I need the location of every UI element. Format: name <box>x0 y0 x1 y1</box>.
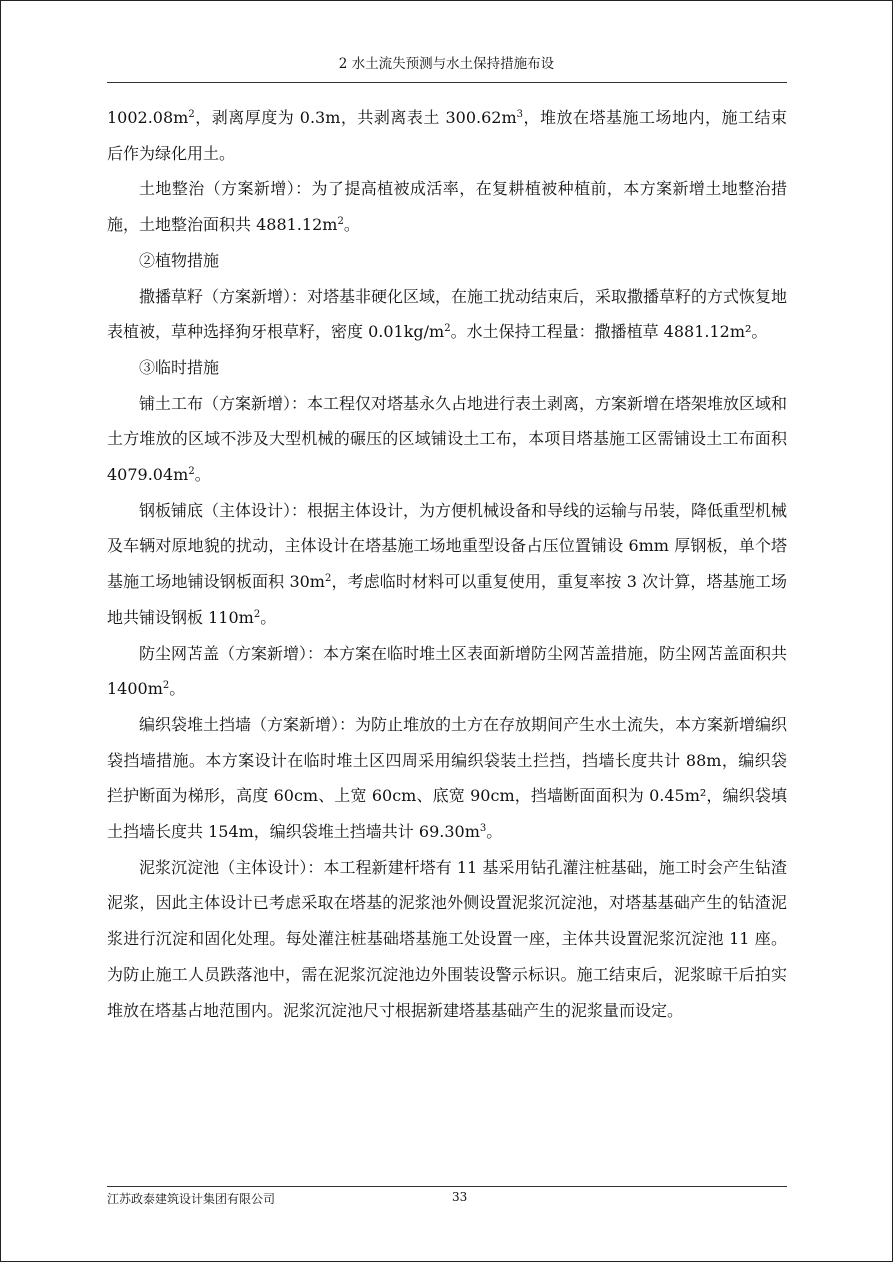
paragraph-text: ，考虑临时材料可以重复使用，重复率按 3 次计算，塔基施工场地共铺设钢板 110m <box>107 572 787 627</box>
superscript: 2 <box>324 573 332 585</box>
body-paragraph <box>107 493 787 636</box>
paragraph-text: 。 <box>194 465 211 485</box>
superscript: 3 <box>516 109 524 120</box>
paragraph-text: 撒播草籽（方案新增）：对塔基非硬化区域，在施工扰动结束后，采取撒播草籽的方式恢复地表植被，草种选择狗牙根草籽，密度 0.01kg/m <box>107 286 788 342</box>
paragraph-text: 钢板铺底（主体设计）：根据主体设计，为方便机械设备和导线的运输与吊装，降低重型机械及车辆对原地貌的扰动，主体设计在塔基施工场地重型设备占压位置铺设 6mm 厚钢板，单个塔基施工场地铺设钢板面积 30m <box>107 500 788 592</box>
header-divider <box>107 82 787 83</box>
footer-company-name: 江苏政泰建筑设计集团有限公司 <box>107 1192 276 1206</box>
paragraph-text: 。 <box>260 607 277 627</box>
paragraph-text: ②植物措施 <box>139 250 220 270</box>
body-paragraph <box>107 100 787 171</box>
paragraph-text: ③临时措施 <box>139 357 220 377</box>
paragraph-text: 土地整治（方案新增）：为了提高植被成活率，在复耕植被种植前，本方案新增土地整治措施，土地整治面积共 4881.12m <box>107 179 787 235</box>
superscript: 3 <box>479 823 487 835</box>
paragraph-text: 泥浆沉淀池（主体设计）：本工程新建杆塔有 11 基采用钻孔灌注桩基础，施工时会产生钻渣泥浆，因此主体设计已考虑采取在塔基的泥浆池外侧设置泥浆沉淀池，对塔基基础产生的钻渣泥浆进行沉淀和固化处理。每处灌注桩基础塔基施工处设置一座，主体共设置泥浆沉淀池 11 座。为防止施工人员跌落池中，需在泥浆沉淀池边外围装设警示标识。施工结束后，泥浆晾干后拍实堆放在塔基占地范围内。泥浆沉淀池尺寸根据新建塔基基础产生的泥浆量而设定。 <box>107 857 787 1020</box>
paragraph-text: 铺土工布（方案新增）：本工程仅对塔基永久占地进行表土剥离，方案新增在塔架堆放区域和土方堆放的区域不涉及大型机械的碾压的区域铺设土工布，本项目塔基施工区需铺设土工布面积 4079.04m <box>107 393 788 485</box>
paragraph-text: 。 <box>343 215 360 235</box>
superscript: 2 <box>444 323 451 335</box>
superscript: 2 <box>188 466 195 478</box>
paragraph-text: 1002.08m <box>107 108 189 127</box>
body-paragraph <box>107 350 787 386</box>
body-paragraph <box>107 243 787 279</box>
paragraph-text: 。 <box>486 822 503 842</box>
page-header-title: 2 水土流失预测与水土保持措施布设 <box>338 56 555 72</box>
paragraph-text: 。水土保持工程量：撒播植草 4881.12m²。 <box>450 322 768 342</box>
paragraph-text: 。 <box>169 679 186 699</box>
superscript: 2 <box>253 608 261 620</box>
body-paragraph <box>107 386 787 493</box>
footer-divider <box>107 1186 787 1187</box>
paragraph-text: 防尘网苫盖（方案新增）：本方案在临时堆土区表面新增防尘网苫盖措施，防尘网苫盖面积共 1400m <box>107 643 788 699</box>
body-paragraph <box>107 636 787 707</box>
paragraph-text: ，剥离厚度为 0.3m，共剥离表土 300.62m <box>194 108 517 127</box>
body-paragraph <box>107 707 787 850</box>
body-paragraph <box>107 850 787 1029</box>
document-body <box>107 100 787 1028</box>
superscript: 2 <box>162 680 170 692</box>
superscript: 2 <box>188 109 195 120</box>
superscript: 2 <box>337 216 344 228</box>
body-paragraph <box>107 171 787 242</box>
page-number: 33 <box>452 1190 468 1204</box>
paragraph-text: ，堆放在塔基施工场地内，施工结束后作为绿化用土。 <box>107 108 787 163</box>
body-paragraph <box>107 279 787 350</box>
paragraph-text: 编织袋堆土挡墙（方案新增）：为防止堆放的土方在存放期间产生水土流失，本方案新增编织袋挡墙措施。本方案设计在临时堆土区四周采用编织袋装土拦挡，挡墙长度共计 88m，编织袋拦护断面为梯形，高度 60cm、上宽 60cm、底宽 90cm，挡墙断面面积为 0.45m²，编织袋填土挡墙长度共 154m，编织袋堆土挡墙共计 69.30m <box>107 714 788 842</box>
